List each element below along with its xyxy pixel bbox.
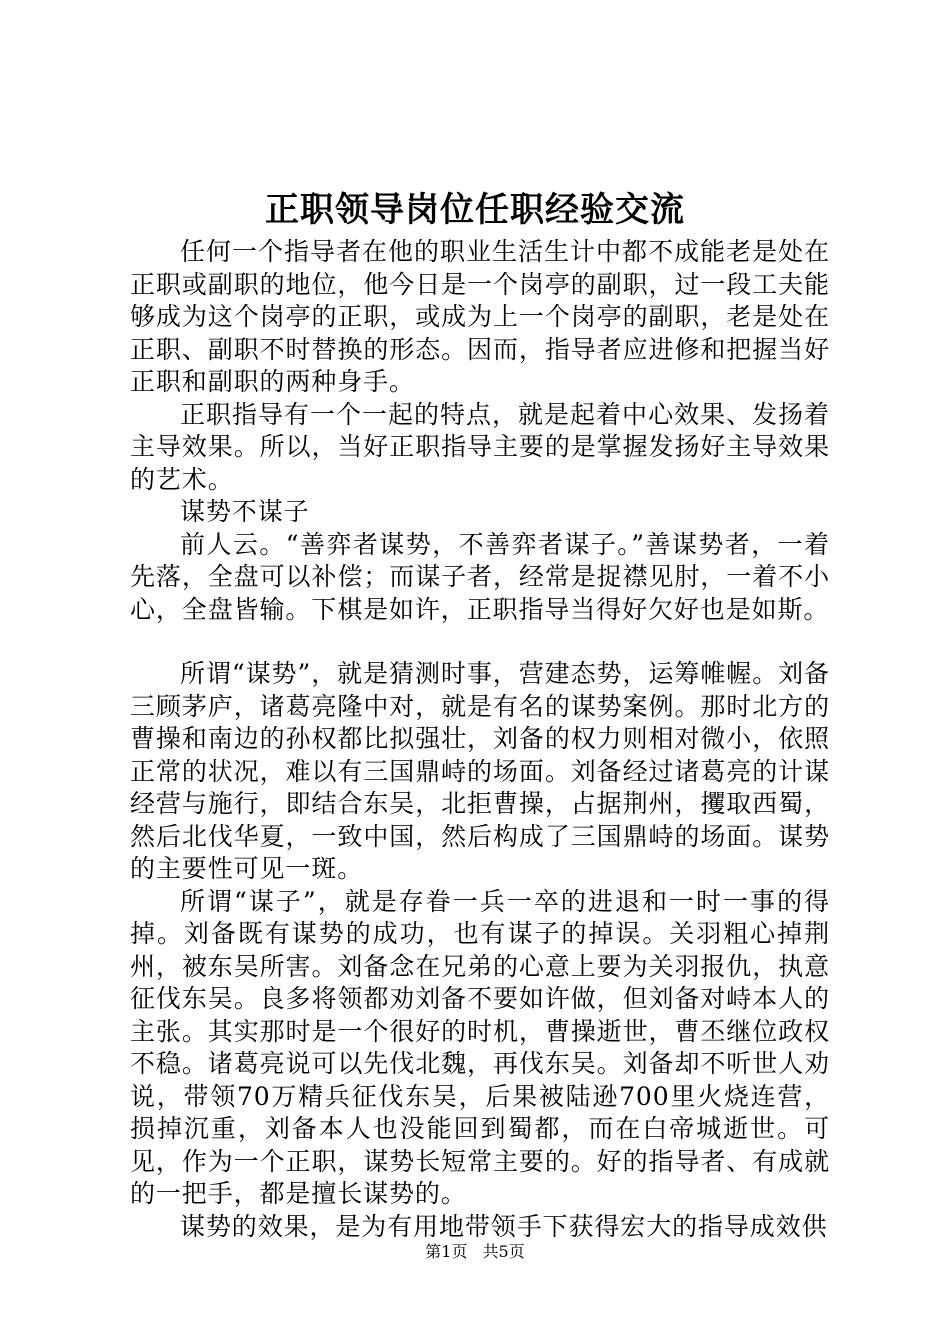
section-heading: 谋势不谋子 [180, 497, 310, 526]
paragraph: 正职指导有一个一起的特点，就是起着中心效果、发扬着主导效果。所以，当好正职指导主要的是掌握发扬好主导效果的艺术。 [130, 399, 830, 494]
page-number: 第1页 [425, 1242, 468, 1261]
page-footer [0, 1240, 950, 1264]
paragraph: 所谓“谋势”，就是猜测时事，营建态势，运筹帷幄。刘备三顾茅庐，诸葛亮隆中对，就是有名的谋势案例。那时北方的曹操和南边的孙权都比拟强壮，刘备的权力则相对微小，依照正常的状况，难以有三国鼎峙的场面。刘备经过诸葛亮的计谋经营与施行，即结合东吴，北拒曹操，占据荆州，攫取西蜀，然后北伐华夏，一致中国，然后构成了三国鼎峙的场面。谋势的主要性可见一斑。 [130, 659, 830, 883]
paragraph: 所谓“谋子”，就是存眷一兵一卒的进退和一时一事的得掉。刘备既有谋势的成功，也有谋子的掉误。关羽粗心掉荆州，被东吴所害。刘备念在兄弟的心意上要为关羽报仇，执意征伐东吴。良多将领都劝刘备不要如许做，但刘备对峙本人的主张。其实那时是一个很好的时机，曹操逝世，曹丕继位政权不稳。诸葛亮说可以先伐北魏，再伐东吴。刘备却不听世人劝说，带领70万精兵征伐东吴，后果被陆逊700里火烧连营，损掉沉重，刘备本人也没能回到蜀都，而在白帝城逝世。可见，作为一个正职，谋势长短常主要的。好的指导者、有成就的一把手，都是擅长谋势的。 [130, 886, 830, 1208]
document-title: 正职领导岗位任职经验交流 [265, 190, 685, 230]
document-body [130, 236, 830, 1243]
paragraph: 前人云。“善弈者谋势，不善弈者谋子。”善谋势者，一着先落，全盘可以补偿；而谋子者，经常是捉襟见肘，一着不小心，全盘皆输。下棋是如许，正职指导当得好欠好也是如斯。 [130, 529, 830, 624]
page-total: 共5页 [482, 1242, 525, 1261]
paragraph: 谋势的效果，是为有用地带领手下获得宏大的指导成效供 [180, 1211, 828, 1241]
paragraph: 任何一个指导者在他的职业生活生计中都不成能老是处在正职或副职的地位，他今日是一个岗亭的副职，过一段工夫能够成为这个岗亭的正职，或成为上一个岗亭的副职，老是处在正职、副职不时替换的形态。因而，指导者应进修和把握当好正职和副职的两种身手。 [130, 237, 830, 396]
